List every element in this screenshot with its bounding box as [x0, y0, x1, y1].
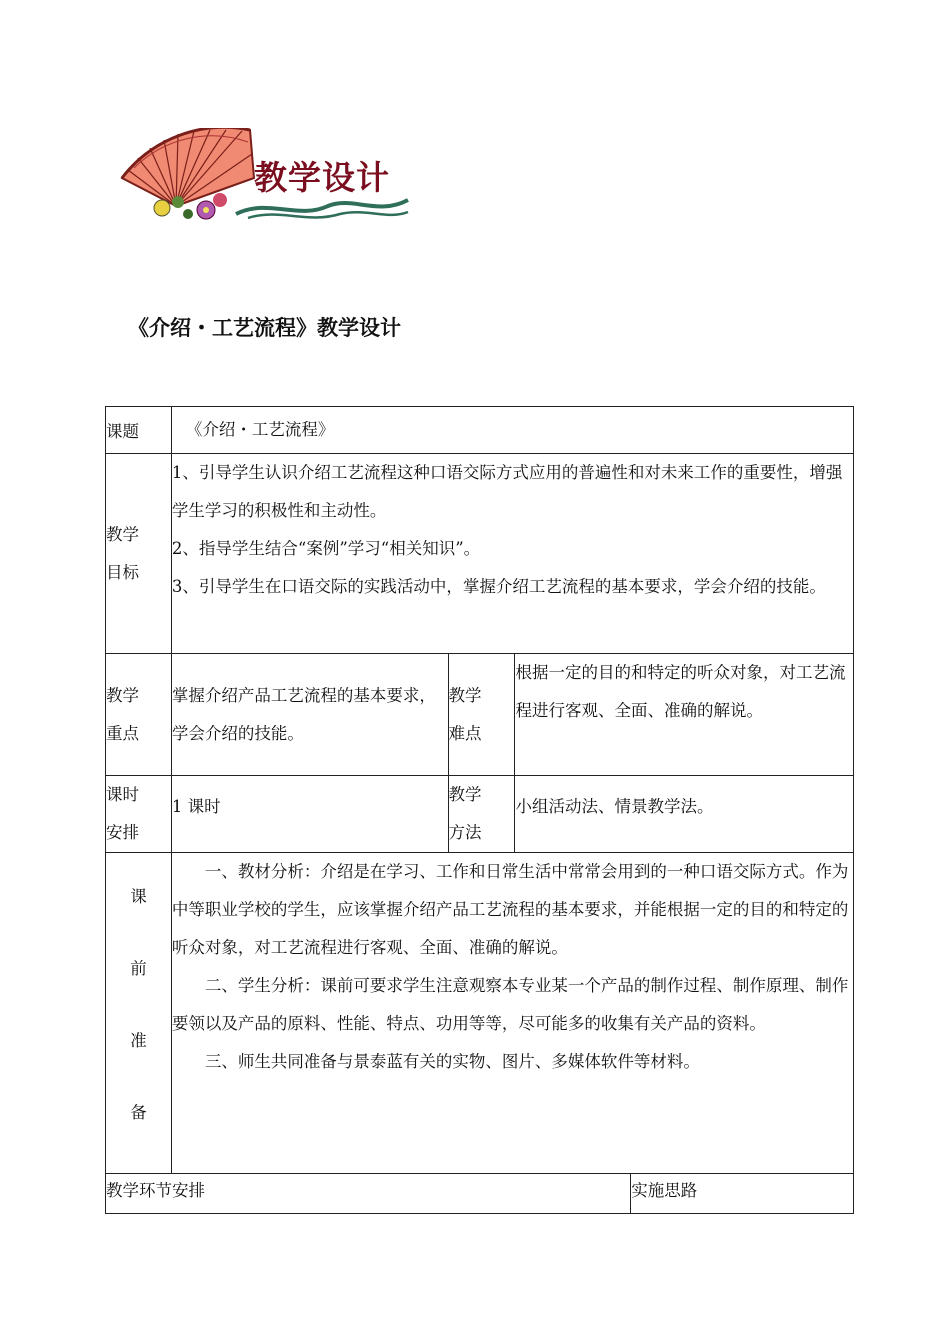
topic-value: 《介绍・工艺流程》 — [171, 407, 853, 454]
arrange-label: 教学环节安排 — [106, 1174, 631, 1214]
method-label-line-1: 教学 — [448, 785, 482, 804]
method-value: 小组活动法、情景教学法。 — [515, 776, 854, 853]
prep-label-char-2: 前 — [130, 959, 147, 978]
goal-item-1: 1、引导学生认识介绍工艺流程这种口语交际方式应用的普遍性和对未来工作的重要性，增强学生学习的积极性和主动性。 — [171, 463, 843, 520]
method-label-line-2: 方法 — [448, 823, 482, 842]
method-label — [448, 776, 515, 853]
hours-label — [106, 776, 172, 853]
topic-label: 课题 — [106, 407, 172, 454]
prep-paragraph-1: 一、教材分析：介绍是在学习、工作和日常生活中常常会用到的一种口语交际方式。作为中等职业学校的学生，应该掌握介绍产品工艺流程的基本要求，并能根据一定的目的和特定的听众对象，对工艺流程进行客观、全面、准确的解说。 — [171, 862, 849, 957]
difficulty-label-line-1: 教学 — [448, 685, 482, 705]
prep-label-char-3: 准 — [130, 1031, 147, 1050]
difficulty-label-line-2: 难点 — [448, 723, 482, 743]
lesson-plan-table — [105, 406, 854, 1214]
prep-paragraph-3: 三、师生共同准备与景泰蓝有关的实物、图片、多媒体软件等材料。 — [204, 1052, 700, 1071]
prep-paragraph-2: 二、学生分析：课前可要求学生注意观察本专业某一个产品的制作过程、制作原理、制作要领以及产品的原料、性能、特点、功用等等，尽可能多的收集有关产品的资料。 — [171, 976, 849, 1033]
hours-label-line-2: 安排 — [106, 823, 139, 842]
key-label-line-1: 教学 — [106, 685, 139, 705]
key-point-value: 掌握介绍产品工艺流程的基本要求，学会介绍的技能。 — [171, 654, 448, 776]
key-label — [106, 654, 172, 776]
goal-label-line-1: 教学 — [106, 524, 139, 544]
difficulty-label — [448, 654, 515, 776]
difficulty-value: 根据一定的目的和特定的听众对象，对工艺流程进行客观、全面、准确的解说。 — [515, 654, 854, 776]
prep-label-char-1: 课 — [130, 887, 147, 906]
hours-label-line-1: 课时 — [106, 785, 139, 804]
goal-label-line-2: 目标 — [106, 562, 139, 582]
hours-value: 1 课时 — [171, 776, 448, 853]
idea-label: 实施思路 — [631, 1174, 854, 1214]
key-label-line-2: 重点 — [106, 723, 139, 743]
prep-cell — [171, 853, 853, 1174]
logo-title: 教学设计 — [254, 158, 390, 197]
goals-cell — [171, 454, 853, 654]
goal-label — [106, 454, 172, 654]
prep-label — [106, 853, 172, 1174]
goal-item-3: 3、引导学生在口语交际的实践活动中，掌握介绍工艺流程的基本要求，学会介绍的技能。 — [171, 577, 826, 596]
page-title: 《介绍・工艺流程》教学设计 — [128, 316, 401, 340]
goal-item-2: 2、指导学生结合“案例”学习“相关知识”。 — [171, 539, 481, 558]
prep-label-char-4: 备 — [130, 1103, 147, 1122]
